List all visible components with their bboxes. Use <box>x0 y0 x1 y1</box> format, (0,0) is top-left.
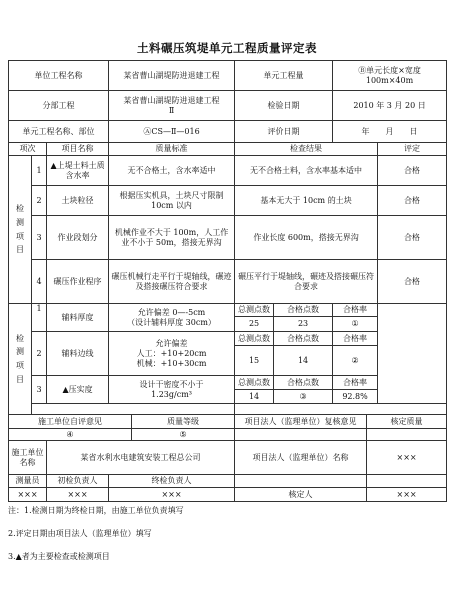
owner-label: 项目法人（监理单位）名称 <box>235 441 367 475</box>
table-row-name: 辅料厚度 <box>47 304 109 332</box>
table-row-no: 1 <box>32 304 47 332</box>
col-item-name: 项目名称 <box>47 143 109 156</box>
footer-blank <box>235 475 367 488</box>
contractor-label: 施工单位名称 <box>9 441 47 475</box>
review-label: 项目法人（监理单位）复核意见 <box>235 415 367 429</box>
surveyor-value: ××× <box>9 488 47 502</box>
table-row-grade: 合格 <box>378 216 447 260</box>
col-grade: 评定 <box>378 143 447 156</box>
total-points: 14 <box>235 390 274 404</box>
total-points: 25 <box>235 317 274 332</box>
table-row-result: 碾压平行于堤轴线，碾迹及搭接碾压符合要求 <box>235 260 378 304</box>
quality-grade-value: ⑤ <box>132 429 235 441</box>
pass-rate: ② <box>333 346 378 376</box>
standard-line: 设计干密度不小于 <box>139 379 204 389</box>
element-qty-line1: Ⓑ单元长度×宽度 <box>358 65 421 75</box>
inspect-date-label: 检验日期 <box>235 91 333 121</box>
eval-date-label: 评价日期 <box>235 121 333 143</box>
pass-rate: ① <box>333 317 378 332</box>
table-row-no: 1 <box>32 156 47 186</box>
element-name-value: ⒶCS—Ⅱ—016 <box>109 121 235 143</box>
total-points: 15 <box>235 346 274 376</box>
final-checker-value: ××× <box>109 488 235 502</box>
verifier-value: ××× <box>367 488 447 502</box>
pass-points: 14 <box>274 346 333 376</box>
standard-line: （设计辅料厚度 30cm） <box>127 317 216 327</box>
section2-grade <box>378 304 447 404</box>
note-3: 3.▲者为主要检查或检测项目 <box>8 552 110 561</box>
eval-date-value: 年 月 日 <box>333 121 447 143</box>
table-row-name: ▲上堤土料土质含水率 <box>47 156 109 186</box>
quality-evaluation-table <box>8 60 447 502</box>
table-row-standard <box>109 376 235 404</box>
subheader-pass: 合格点数 <box>274 304 333 317</box>
sub-project-line1: 某省曹山湖堤防进退建工程 <box>123 95 220 105</box>
subheader-total: 总测点数 <box>235 304 274 317</box>
inspect-date-value: 2010 年 3 月 20 日 <box>333 91 447 121</box>
table-row-grade: 合格 <box>378 260 447 304</box>
table-row-standard: 根据压实机具，土块尺寸限制 10cm 以内 <box>109 186 235 216</box>
unit-project-label: 单位工程名称 <box>9 61 109 91</box>
subheader-rate: 合格率 <box>333 376 378 390</box>
col-result: 检查结果 <box>235 143 378 156</box>
self-eval-label: 施工单位自评意见 <box>9 415 132 429</box>
table-row-no: 3 <box>32 376 47 404</box>
table-row-grade: 合格 <box>378 186 447 216</box>
sub-project-line2: Ⅱ <box>168 105 175 115</box>
owner-value: ××× <box>367 441 447 475</box>
table-row-name: 作业段划分 <box>47 216 109 260</box>
table-row-no: 3 <box>32 216 47 260</box>
element-qty-line2: 100m×40m <box>365 75 414 85</box>
sub-project-value <box>109 91 235 121</box>
verify-grade-value <box>367 429 447 441</box>
note-2: 2.评定日期由项目法人（监理单位）填写 <box>8 529 152 538</box>
table-row-grade: 合格 <box>378 156 447 186</box>
self-eval-value: ④ <box>9 429 132 441</box>
table-row-name: 土块粒径 <box>47 186 109 216</box>
form-title: 土料碾压筑堤单元工程质量评定表 <box>137 41 317 55</box>
verify-grade-label: 核定质量 <box>367 415 447 429</box>
subheader-pass: 合格点数 <box>274 332 333 346</box>
col-standard: 质量标准 <box>109 143 235 156</box>
section2-label <box>9 304 32 415</box>
subheader-rate: 合格率 <box>333 304 378 317</box>
table-row-name: 碾压作业程序 <box>47 260 109 304</box>
sub-project-label: 分部工程 <box>9 91 109 121</box>
col-item-no: 项次 <box>9 143 47 156</box>
table-row-standard: 无不合格土，含水率适中 <box>109 156 235 186</box>
element-name-label: 单元工程名称、部位 <box>9 121 109 143</box>
pass-points: 23 <box>274 317 333 332</box>
unit-project-value: 某省曹山湖堤防进退建工程 <box>109 61 235 91</box>
section1-label-text: 检测项目 <box>16 204 24 255</box>
element-qty-value <box>333 61 447 91</box>
table-row-result: 基本无大于 10cm 的土块 <box>235 186 378 216</box>
subheader-total: 总测点数 <box>235 332 274 346</box>
note-1: 注：1.检测日期为终检日期，由施工单位负责填写 <box>8 506 184 515</box>
standard-line: 人工：+10+20cm <box>136 348 207 358</box>
footer-gap <box>235 404 447 415</box>
table-row-standard <box>109 332 235 376</box>
table-row-name: 辅料边线 <box>47 332 109 376</box>
standard-line: 允许偏差 <box>155 338 188 348</box>
table-row-name: ▲压实度 <box>47 376 109 404</box>
subheader-pass: 合格点数 <box>274 376 333 390</box>
review-value <box>235 429 367 441</box>
pass-points: ③ <box>274 390 333 404</box>
footer-gap <box>32 404 235 415</box>
table-row-standard: 机械作业不大于 100m，人工作业不小于 50m，搭接无界沟 <box>109 216 235 260</box>
table-row-no: 2 <box>32 332 47 376</box>
standard-line: 允许偏差 0—-5cm <box>137 307 206 317</box>
table-row-result: 无不合格土料，含水率基本适中 <box>235 156 378 186</box>
first-checker-label: 初检负责人 <box>47 475 109 488</box>
contractor-value: 某省水利水电建筑安装工程总公司 <box>47 441 235 475</box>
table-row-no: 2 <box>32 186 47 216</box>
quality-grade-label: 质量等级 <box>132 415 235 429</box>
first-checker-value: ××× <box>47 488 109 502</box>
table-row-result: 作业长度 600m，搭接无界沟 <box>235 216 378 260</box>
subheader-total: 总测点数 <box>235 376 274 390</box>
table-row-no: 4 <box>32 260 47 304</box>
standard-line: 1.23g/cm³ <box>151 389 192 399</box>
section2-label-text: 检测项目 <box>16 333 24 384</box>
standard-line: 机械：+10+30cm <box>136 358 207 368</box>
footer-blank <box>367 475 447 488</box>
table-row-standard: 碾压机械行走平行于堤轴线，碾迹及搭接碾压符合要求 <box>109 260 235 304</box>
final-checker-label: 终检负责人 <box>109 475 235 488</box>
element-qty-label: 单元工程量 <box>235 61 333 91</box>
section1-label <box>9 156 32 304</box>
subheader-rate: 合格率 <box>333 332 378 346</box>
pass-rate: 92.8% <box>333 390 378 404</box>
table-row-standard <box>109 304 235 332</box>
verifier-label: 核定人 <box>235 488 367 502</box>
surveyor-label: 测量员 <box>9 475 47 488</box>
